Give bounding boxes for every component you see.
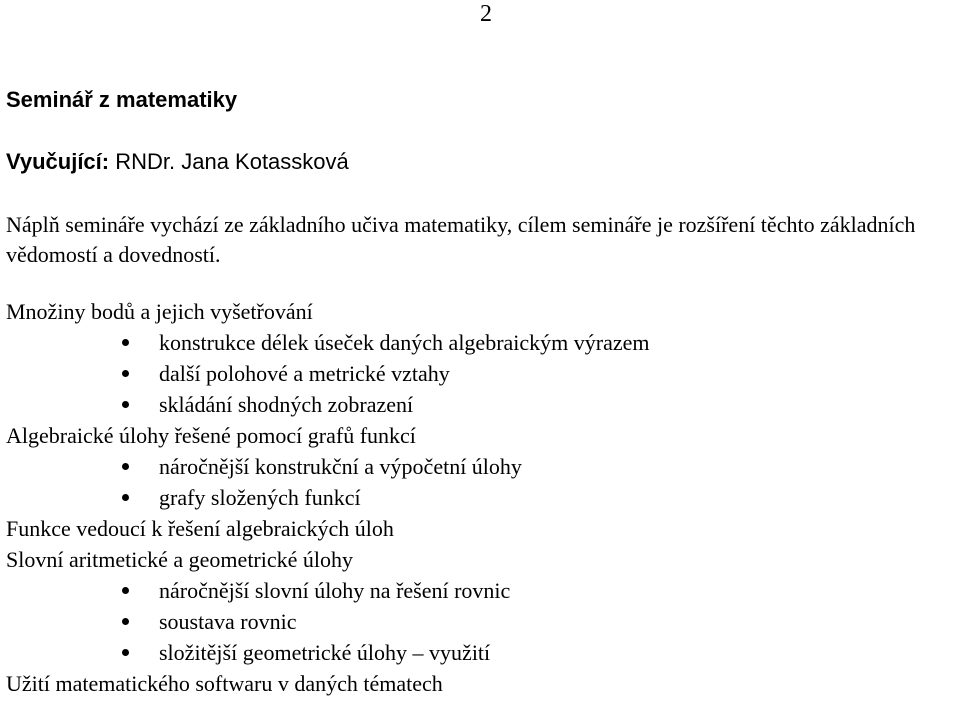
teacher-label: Vyučující: bbox=[6, 149, 110, 174]
bullet-icon bbox=[122, 618, 129, 625]
list-item-text: grafy složených funkcí bbox=[159, 485, 361, 510]
section-title: Užití matematického softwaru v daných tématech bbox=[6, 671, 443, 696]
list-item-text: skládání shodných zobrazení bbox=[159, 392, 414, 417]
list-item bbox=[6, 327, 956, 358]
list-item-text: složitější geometrické úlohy – využití bbox=[159, 640, 491, 665]
section-title: Funkce vedoucí k řešení algebraických úloh bbox=[6, 516, 394, 541]
bullet-icon bbox=[122, 463, 129, 470]
list-item-text: náročnější slovní úlohy na řešení rovnic bbox=[159, 578, 511, 603]
page-number: 2 bbox=[480, 1, 492, 27]
section-title: Slovní aritmetické a geometrické úlohy bbox=[6, 547, 354, 572]
section-title: Algebraické úlohy řešené pomocí grafů funkcí bbox=[6, 423, 416, 448]
bullet-icon bbox=[122, 649, 129, 656]
list-item bbox=[6, 451, 956, 482]
list-item bbox=[6, 389, 956, 420]
bullet-icon bbox=[122, 587, 129, 594]
teacher-line bbox=[6, 148, 349, 176]
document-title: Seminář z matematiky bbox=[6, 87, 238, 112]
list-item bbox=[6, 606, 956, 637]
list-item bbox=[6, 358, 956, 389]
list-item bbox=[6, 637, 956, 668]
list-item-text: náročnější konstrukční a výpočetní úlohy bbox=[159, 454, 522, 479]
list-item bbox=[6, 482, 956, 513]
bullet-icon bbox=[122, 401, 129, 408]
list-item-text: soustava rovnic bbox=[159, 609, 297, 634]
topic-list bbox=[6, 296, 956, 699]
teacher-name: RNDr. Jana Kotassková bbox=[109, 149, 349, 174]
intro-paragraph: Náplň semináře vychází ze základního učiva matematiky, cílem semináře je rozšíření těchto základních vědomostí a dovedností. bbox=[6, 212, 916, 267]
section-title: Množiny bodů a jejich vyšetřování bbox=[6, 299, 313, 324]
bullet-icon bbox=[122, 494, 129, 501]
bullet-icon bbox=[122, 370, 129, 377]
list-item-text: konstrukce délek úseček daných algebraickým výrazem bbox=[159, 330, 650, 355]
bullet-icon bbox=[122, 339, 129, 346]
list-item-text: další polohové a metrické vztahy bbox=[159, 361, 450, 386]
list-item bbox=[6, 575, 956, 606]
